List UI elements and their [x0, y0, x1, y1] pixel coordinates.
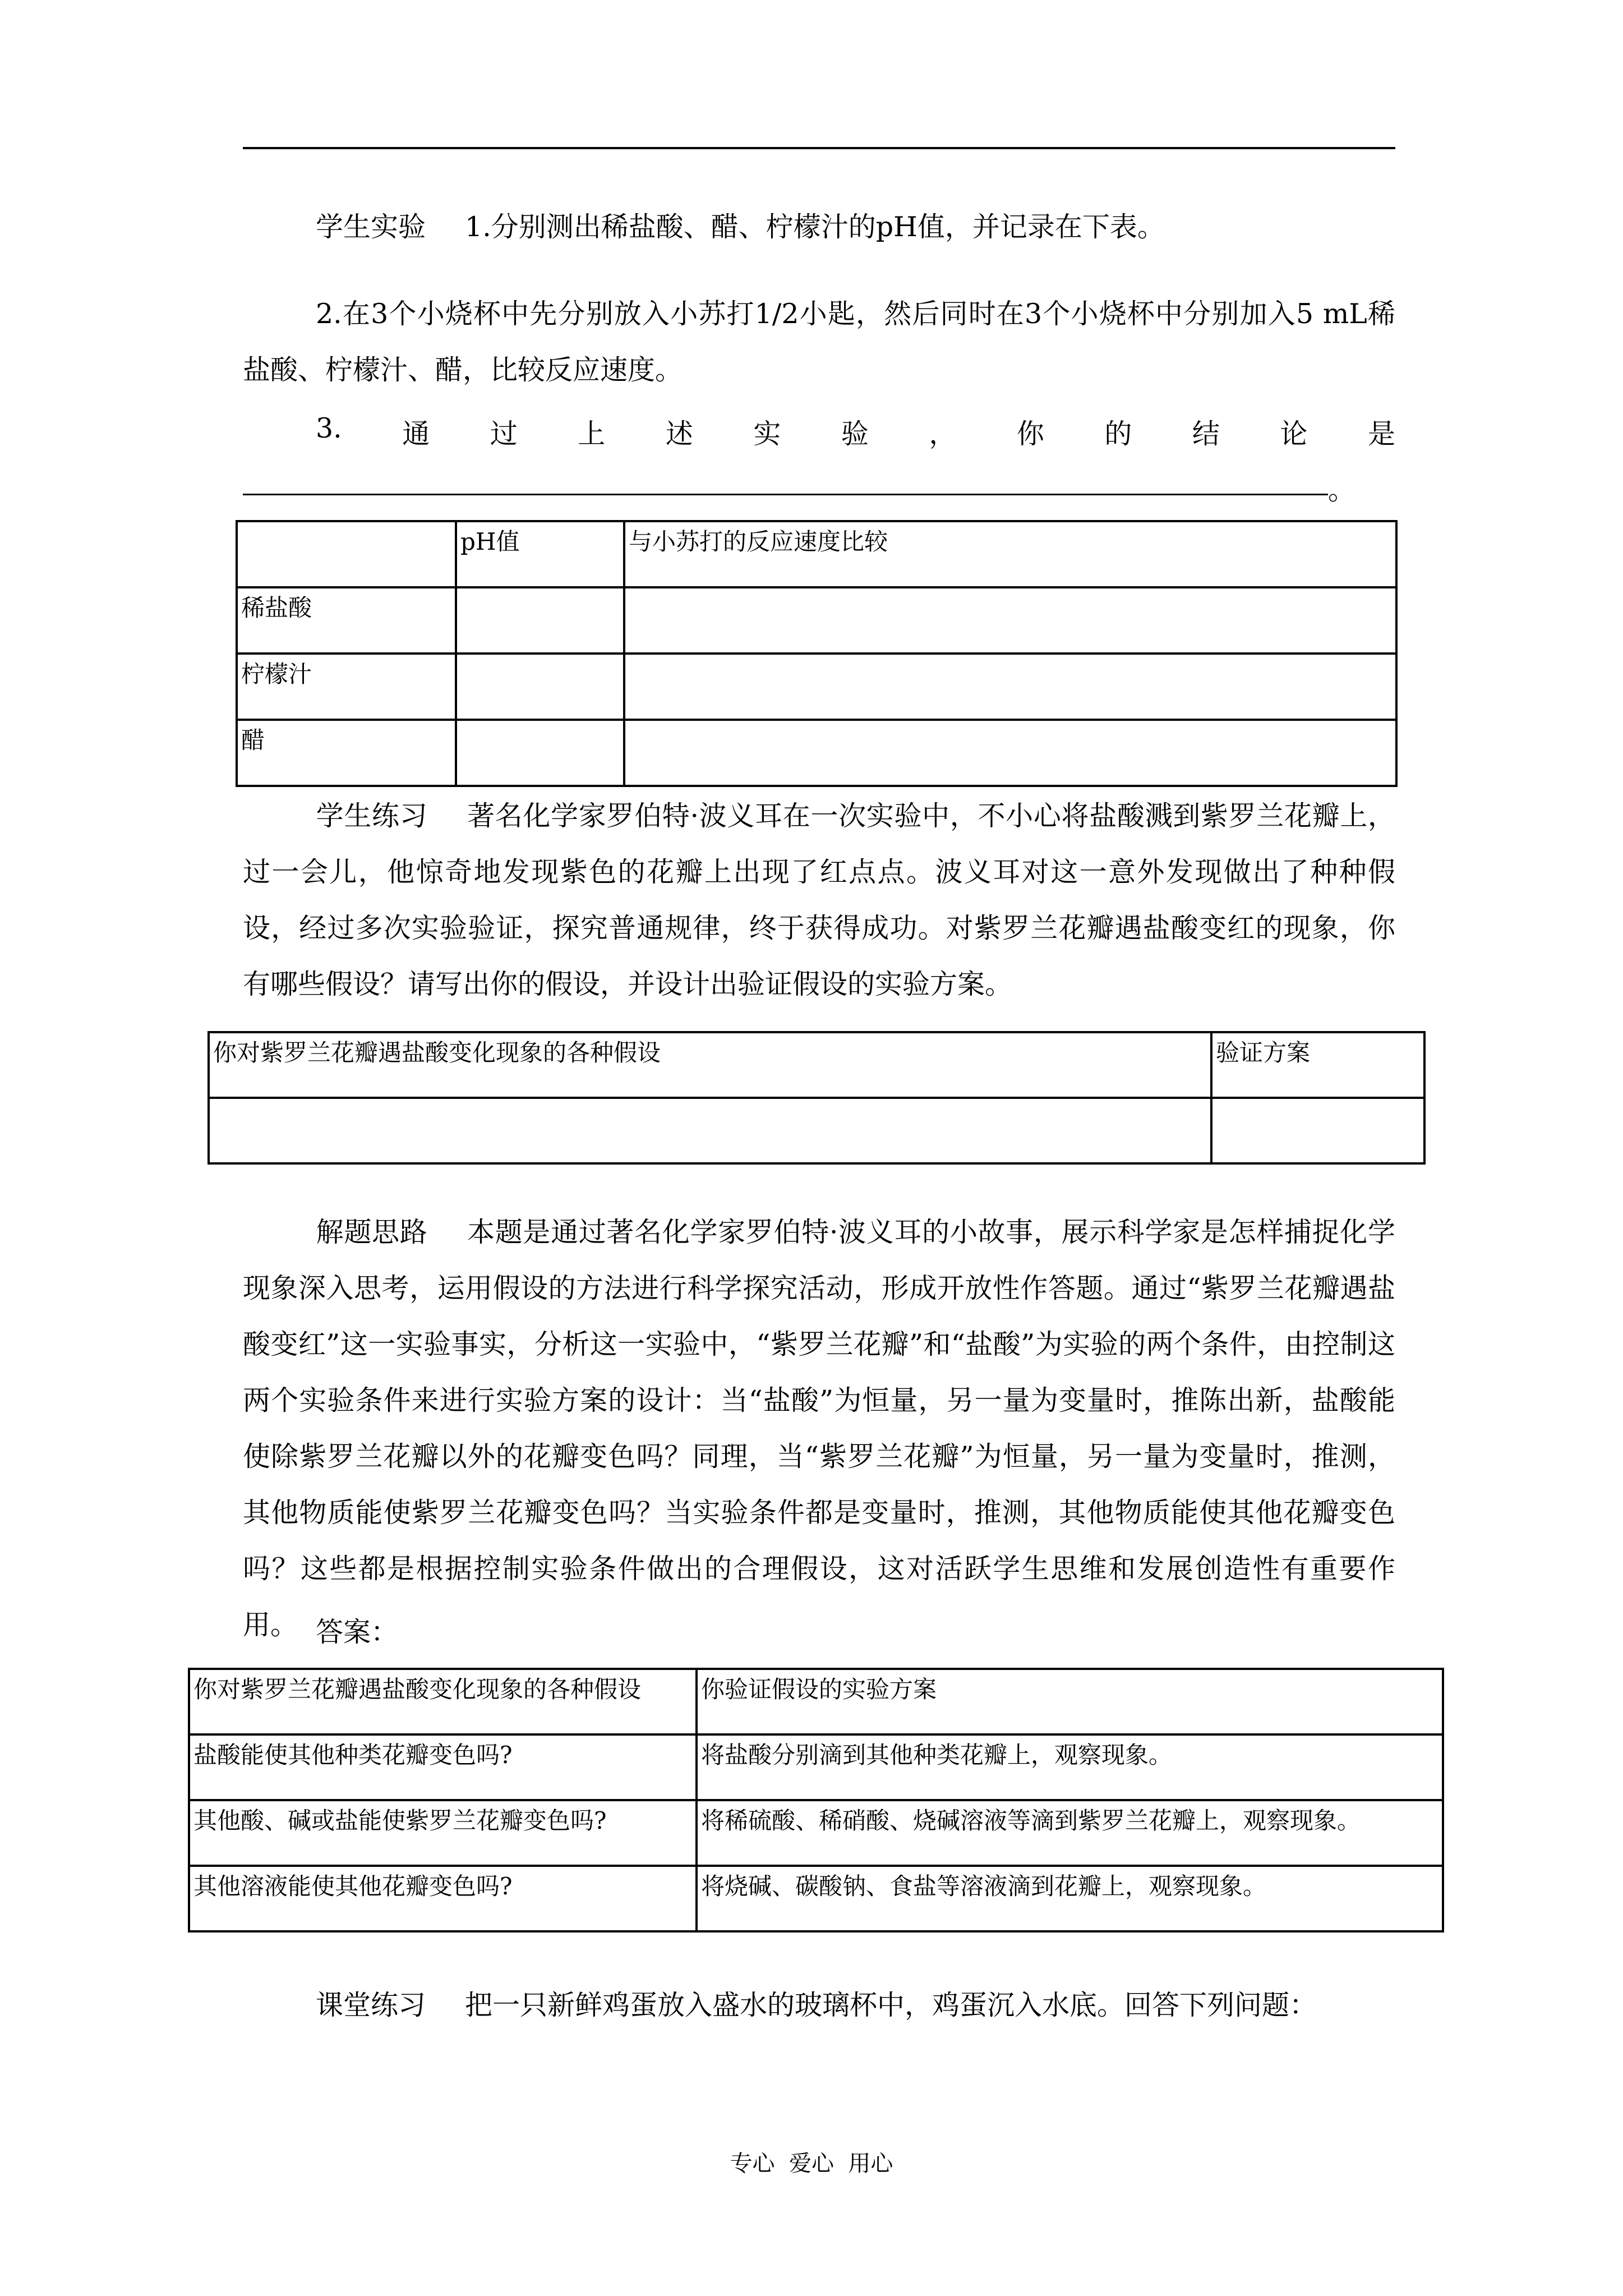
hypothesis-table [208, 1031, 1426, 1165]
table-cell: 其他溶液能使其他花瓣变色吗? [189, 1866, 697, 1931]
table-cell: 将盐酸分别滴到其他种类花瓣上，观察现象。 [697, 1734, 1443, 1800]
experiment-step1 [243, 199, 1395, 255]
table-cell[interactable] [209, 1098, 1211, 1163]
answer-blank-line [243, 494, 1328, 495]
table-cell[interactable] [624, 654, 1396, 720]
table-row [237, 587, 1396, 654]
table-cell: 验证方案 [1211, 1032, 1424, 1098]
table-cell: 盐酸能使其他种类花瓣变色吗? [189, 1734, 697, 1800]
table-cell: 将烧碱、碳酸钠、食盐等溶液滴到花瓣上，观察现象。 [697, 1866, 1443, 1931]
step3-char: ， [929, 418, 957, 450]
table-cell: 将稀硫酸、稀硝酸、烧碱溶液等滴到紫罗兰花瓣上，观察现象。 [697, 1800, 1443, 1866]
practice-text: 著名化学家罗伯特·波义耳在一次实验中，不小心将盐酸溅到紫罗兰花瓣上，过一会儿，他惊奇地发现紫色的花瓣上出现了红点点。波义耳对这一意外发现做出了种种假设，经过多次实验验证，探究普通规律，终于获得成功。对紫罗兰花瓣遇盐酸变红的现象，你有哪些假设？请写出你的假设，并设计出验证假设的实验方案。 [243, 800, 1395, 1000]
step3-char: 实 [753, 418, 781, 450]
table-cell: 柠檬汁 [237, 654, 456, 720]
classwork-text: 把一只新鲜鸡蛋放入盛水的玻璃杯中，鸡蛋沉入水底。回答下列问题： [465, 1989, 1317, 2021]
table-cell: 与小苏打的反应速度比较 [624, 521, 1396, 587]
step3-char: 述 [665, 418, 693, 450]
analysis-text: 本题是通过著名化学家罗伯特·波义耳的小故事，展示科学家是怎样捕捉化学现象深入思考，运用假设的方法进行科学探究活动，形成开放性作答题。通过“紫罗兰花瓣遇盐酸变红”这一实验事实，分析这一实验中，“紫罗兰花瓣”和“盐酸”为实验的两个条件，由控制这两个实验条件来进行实验方案的设计：当“盐酸”为恒量，另一量为变量时，推陈出新，盐酸能使除紫罗兰花瓣以外的花瓣变色吗？同理，当“紫罗兰花瓣”为恒量，另一量为变量时，推测，其他物质能使紫罗兰花瓣变色吗？当实验条件都是变量时，推测，其他物质能使其他花瓣变色吗？这些都是根据控制实验条件做出的合理假设，这对活跃学生思维和发展创造性有重要作用。 [243, 1216, 1395, 1641]
experiment-step1-text: 1.分别测出稀盐酸、醋、柠檬汁的pH值，并记录在下表。 [465, 211, 1165, 243]
table-row [189, 1800, 1443, 1866]
table-cell[interactable] [1211, 1098, 1424, 1163]
step3-char: 是 [1367, 418, 1395, 450]
table-cell[interactable] [624, 720, 1396, 786]
step3-char: 验 [841, 418, 869, 450]
classwork-paragraph [243, 1977, 1395, 2033]
step3-char: 你 [1016, 418, 1044, 450]
step3-char: 论 [1280, 418, 1308, 450]
step3-char: 过 [490, 418, 518, 450]
practice-heading: 学生练习 [316, 800, 428, 832]
experiment-step3 [316, 412, 1395, 452]
table-row [237, 720, 1396, 786]
answer-table [188, 1668, 1444, 1932]
table-cell [237, 521, 456, 587]
table-cell[interactable] [456, 654, 624, 720]
table-cell: pH值 [456, 521, 624, 587]
analysis-heading: 解题思路 [316, 1216, 428, 1248]
step3-char: 上 [578, 418, 606, 450]
experiment-heading: 学生实验 [316, 211, 426, 243]
experiment-step2: 2.在3个小烧杯中先分别放入小苏打1/2小匙，然后同时在3个小烧杯中分别加入5 mL稀盐酸、柠檬汁、醋，比较反应速度。 [243, 298, 1395, 386]
table-cell[interactable] [624, 587, 1396, 654]
table-row [237, 654, 1396, 720]
table-cell: 醋 [237, 720, 456, 786]
step3-char: 3. [316, 412, 342, 444]
table-cell: 其他酸、碱或盐能使紫罗兰花瓣变色吗? [189, 1800, 697, 1866]
table-header-row [189, 1669, 1443, 1734]
experiment-step3-end: 。 [1328, 474, 1356, 506]
answer-heading: 答案： [316, 1616, 399, 1648]
table-cell[interactable] [456, 720, 624, 786]
analysis-paragraph [243, 1204, 1395, 1653]
step3-char: 通 [402, 418, 430, 450]
practice-paragraph [243, 788, 1395, 1013]
classwork-heading: 课堂练习 [316, 1989, 426, 2021]
table-header-row [209, 1032, 1424, 1098]
page-footer: 专心 爱心 用心 [730, 2151, 893, 2177]
table-cell: 你验证假设的实验方案 [697, 1669, 1443, 1734]
table-cell: 稀盐酸 [237, 587, 456, 654]
table-cell: 你对紫罗兰花瓣遇盐酸变化现象的各种假设 [209, 1032, 1211, 1098]
table-row [209, 1098, 1424, 1163]
experiment-step3-line [316, 412, 1395, 452]
table-cell: 你对紫罗兰花瓣遇盐酸变化现象的各种假设 [189, 1669, 697, 1734]
table-row [189, 1734, 1443, 1800]
header-rule [243, 147, 1395, 149]
table-row [189, 1866, 1443, 1931]
ph-table [236, 520, 1398, 787]
step3-char: 结 [1192, 418, 1220, 450]
table-header-row [237, 521, 1396, 587]
step3-char: 的 [1104, 418, 1132, 450]
table-cell[interactable] [456, 587, 624, 654]
